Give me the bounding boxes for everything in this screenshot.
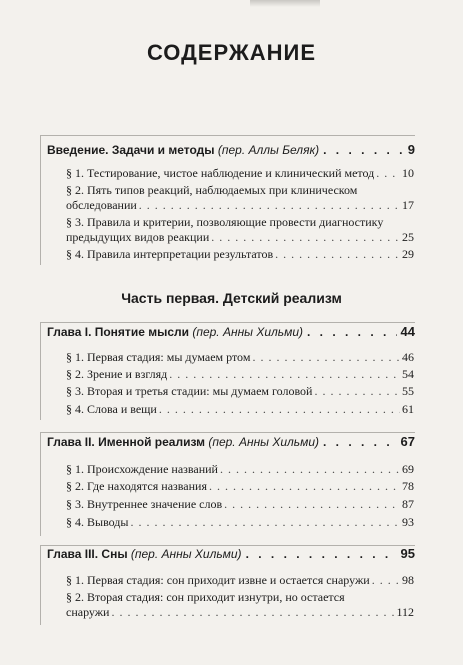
- section-rule-ch1: [40, 322, 41, 420]
- entry-page: 54: [402, 367, 414, 381]
- chapter-title: Глава I. Понятие мысли: [47, 325, 189, 339]
- entry-text: § 1. Первая стадия: сон приходит извне и остается снаружи: [66, 573, 370, 587]
- intro-page: 9: [407, 142, 415, 157]
- toc-entry: [66, 166, 414, 181]
- part-heading: Часть первая. Детский реализм: [121, 290, 342, 306]
- entry-text: § 4. Слова и вещи: [66, 402, 157, 416]
- entry-page: 93: [402, 515, 414, 529]
- entry-text: § 2. Пять типов реакций, наблюдаемых при клиническом: [66, 183, 358, 197]
- dot-leader: [372, 573, 400, 588]
- dot-leader: [111, 605, 394, 620]
- dot-leader: [224, 497, 400, 512]
- chapter-heading: [47, 324, 415, 342]
- entry-text: § 4. Выводы: [66, 515, 129, 529]
- dot-leader: [376, 166, 400, 181]
- toc-entry: [66, 479, 414, 494]
- dot-leader: [130, 515, 400, 530]
- toc-entry: [66, 183, 414, 213]
- entry-text: § 4. Правила интерпретации результатов: [66, 247, 274, 261]
- entry-text-cont: снаружи: [66, 605, 110, 619]
- intro-heading: [47, 142, 415, 160]
- intro-title: Введение. Задачи и методы: [47, 143, 215, 157]
- section-rule-intro: [40, 135, 41, 265]
- entry-text: § 1. Происхождение названий: [66, 462, 218, 476]
- section-rule-ch2: [40, 432, 41, 536]
- chapter-page: 67: [400, 434, 415, 449]
- entry-page: 78: [402, 479, 414, 493]
- entry-text-cont: обследовании: [66, 198, 137, 212]
- dot-leader: [307, 325, 397, 339]
- entry-text: § 3. Вторая и третья стадии: мы думаем головой: [66, 384, 313, 398]
- chapter-page: 44: [400, 324, 415, 339]
- intro-translator: (пер. Аллы Беляк): [217, 143, 320, 157]
- entry-text: § 1. Первая стадия: мы думаем ртом: [66, 350, 251, 364]
- section-separator-intro: [40, 135, 415, 136]
- dot-leader: [169, 367, 400, 382]
- section-separator-ch1: [40, 322, 415, 323]
- entry-page: 112: [396, 605, 414, 619]
- entry-page: 29: [402, 247, 414, 261]
- entry-text: § 3. Внутреннее значение слов: [66, 497, 223, 511]
- dot-leader: [323, 435, 397, 449]
- chapter-heading: [47, 546, 415, 564]
- page-title: СОДЕРЖАНИЕ: [146, 40, 317, 65]
- dot-leader: [220, 462, 400, 477]
- dot-leader: [139, 198, 400, 213]
- chapter-translator: (пер. Анны Хильми): [208, 435, 319, 449]
- entry-text: § 2. Где находятся названия: [66, 479, 207, 493]
- entry-page: 61: [402, 402, 414, 416]
- chapter-page: 95: [400, 546, 415, 561]
- toc-entry: [66, 402, 414, 417]
- toc-entry: [66, 590, 414, 620]
- section-rule-ch3: [40, 545, 41, 625]
- entry-page: 46: [402, 350, 414, 364]
- toc-entry: [66, 367, 414, 382]
- entry-text: § 1. Тестирование, чистое наблюдение и клинический метод: [66, 166, 375, 180]
- chapter-translator: (пер. Анны Хильми): [130, 547, 242, 561]
- toc-entry: [66, 384, 414, 399]
- entry-text: § 2. Вторая стадия: сон приходит изнутри, но остается: [66, 590, 345, 604]
- entry-page: 69: [402, 462, 414, 476]
- toc-entry: [66, 247, 414, 262]
- section-separator-ch2: [40, 432, 415, 433]
- toc-entry: [66, 573, 414, 588]
- toc-entry: [66, 515, 414, 530]
- page-edge-mark: [250, 0, 320, 7]
- entry-text: § 3. Правила и критерии, позволяющие провести диагностику: [66, 215, 384, 229]
- dot-leader: [209, 479, 400, 494]
- dot-leader: [246, 547, 397, 561]
- entry-page: 10: [402, 166, 414, 180]
- entry-text: § 2. Зрение и взгляд: [66, 367, 168, 381]
- dot-leader: [252, 350, 400, 365]
- entry-page: 17: [402, 198, 414, 212]
- dot-leader: [314, 384, 400, 399]
- toc-entry: [66, 462, 414, 477]
- dot-leader: [159, 402, 400, 417]
- dot-leader: [275, 247, 400, 262]
- entry-text-cont: предыдущих видов реакции: [66, 230, 210, 244]
- dot-leader: [323, 143, 404, 157]
- toc-entry: [66, 215, 414, 245]
- entry-page: 98: [402, 573, 414, 587]
- entry-page: 87: [402, 497, 414, 511]
- chapter-translator: (пер. Анны Хильми): [192, 325, 303, 339]
- chapter-heading: [47, 434, 415, 452]
- entry-page: 25: [402, 230, 414, 244]
- toc-entry: [66, 497, 414, 512]
- chapter-title: Глава III. Сны: [47, 547, 128, 561]
- chapter-title: Глава II. Именной реализм: [47, 435, 205, 449]
- entry-page: 55: [402, 384, 414, 398]
- dot-leader: [211, 230, 400, 245]
- toc-entry: [66, 350, 414, 365]
